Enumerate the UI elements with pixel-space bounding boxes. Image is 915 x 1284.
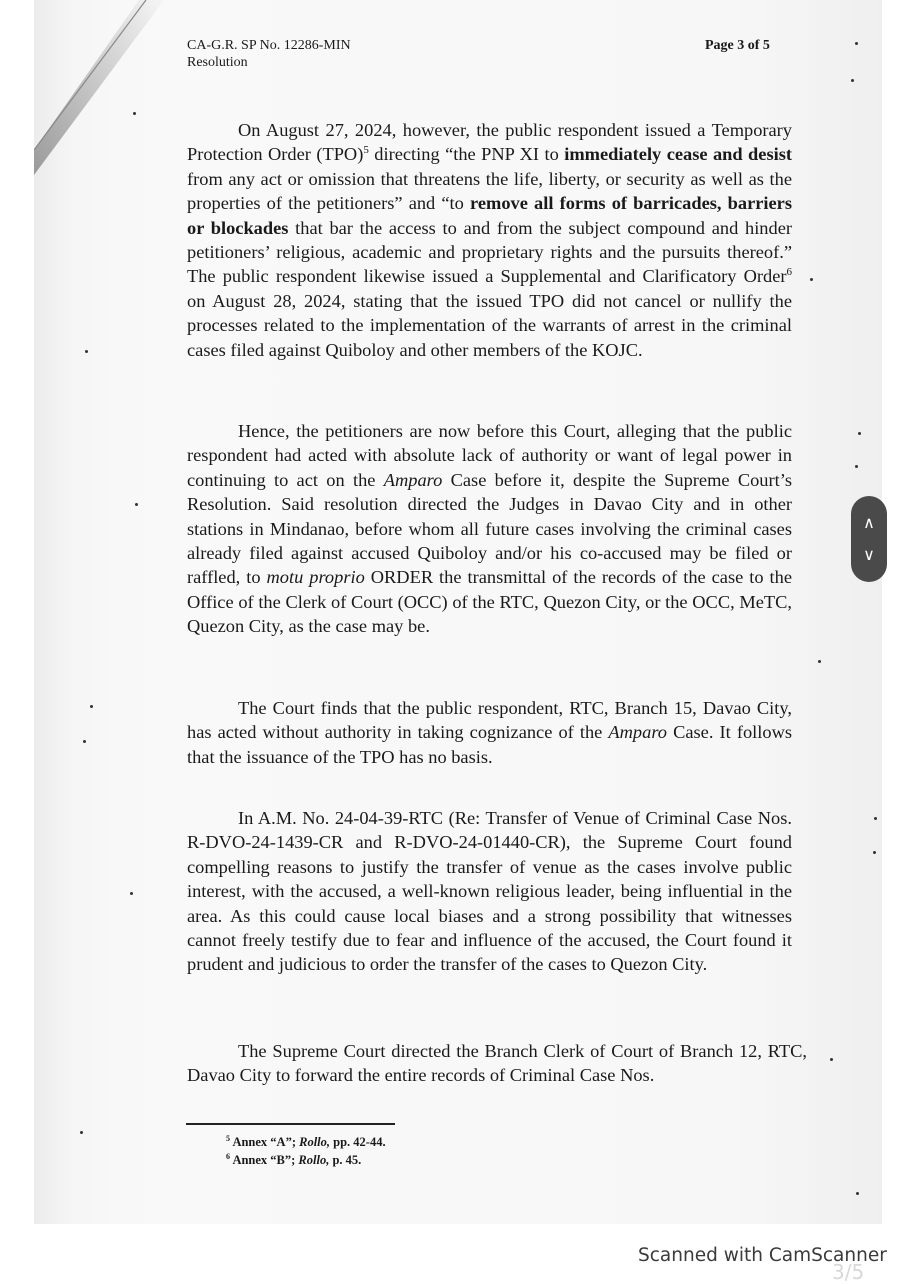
footnotes [226, 1133, 386, 1169]
scan-speck [85, 350, 88, 353]
scan-speck [133, 112, 136, 115]
document-type: Resolution [187, 55, 248, 70]
chevron-up-icon: ∧ [863, 512, 875, 532]
scan-speck [855, 465, 858, 468]
next-page-button[interactable] [851, 536, 887, 572]
footnote-5: $^5$ Annex “A”; Rollo, pp. 42-44. [226, 1133, 386, 1149]
scan-speck [135, 503, 138, 506]
footnote-ref-6[interactable]: 6 [786, 266, 792, 279]
scan-speck [873, 851, 876, 854]
paragraph-4: In A.M. No. 24-04-39-RTC (Re: Transfer of Venue of Criminal Case Nos. R-DVO-24-1439-CR and R-DVO-24-01440-CR), the Supreme Court found compelling reasons to justify the transfer of venue as the cases involve public interest, with the accused, a well-known religious leader, being influential in the area. As this could cause local biases and a strong possibility that witnesses cannot freely testify due to fear and influence of the accused, the Court found it prudent and judicious to order the transfer of the cases to Quezon City. [187, 808, 792, 975]
scan-speck [858, 432, 861, 435]
scan-speck [818, 660, 821, 663]
document-header [187, 37, 351, 71]
previous-page-button[interactable] [851, 504, 887, 540]
scan-speck [80, 1131, 83, 1134]
scan-speck [856, 1192, 859, 1195]
scan-speck [830, 1058, 833, 1061]
page-label: Page 3 of 5 [705, 38, 770, 53]
footnote-divider [186, 1123, 395, 1125]
footnote-6: $^6$ Annex “B”; Rollo, p. 45. [226, 1151, 362, 1167]
scanner-watermark: Scanned with CamScanner [638, 1245, 887, 1266]
paragraph-5: The Supreme Court directed the Branch Clerk of Court of Branch 12, RTC, Davao City to forward the entire records of Criminal Case Nos. [187, 1041, 807, 1086]
page-indicator: 3/5 [832, 1260, 865, 1284]
chevron-down-icon: ∨ [863, 544, 875, 564]
scan-speck [810, 278, 813, 281]
scan-speck [874, 817, 877, 820]
case-number: CA-G.R. SP No. 12286-MIN [187, 38, 351, 53]
paragraph-2: Hence, the petitioners are now before this Court, alleging that the public respondent had acted with absolute lack of authority or want of legal power in continuing to act on the Amparo Case before it, despite the Supreme Court’s Resolution. Said resolution directed the Judges in Davao City and in other stations in Mindanao, before whom all future cases involving the criminal cases already filed against accused Quiboloy and/or his co-accused may be filed or raffled, to motu proprio ORDER the transmittal of the records of the case to the Office of the Clerk of Court (OCC) of the RTC, Quezon City, or the OCC, MeTC, Quezon City, as the case may be. [187, 421, 792, 637]
scan-speck [83, 740, 86, 743]
scan-speck [855, 42, 858, 45]
scan-speck [90, 705, 93, 708]
scan-speck [851, 79, 854, 82]
paragraph-3: The Court finds that the public respondent, RTC, Branch 15, Davao City, has acted without authority in taking cognizance of the Amparo Case. It follows that the issuance of the TPO has no basis. [187, 698, 793, 767]
footnote-ref-5[interactable]: 5 [363, 144, 369, 157]
page-navigation [851, 496, 887, 582]
scan-speck [130, 892, 133, 895]
paragraph-1: On August 27, 2024, however, the public respondent issued a Temporary Protection Order (TPO)$^5$ directing “the PNP XI to immediately cease and desist from any act or omission that threatens the life, liberty, or security as well as the properties of the petitioners” and “to remove all forms of barricades, barriers or blockades that bar the access to and from the subject compound and hinder petitioners’ religious, academic and proprietary rights and the pursuits thereof.” The public respondent likewise issued a Supplemental and Clarificatory Order$^6$ on August 28, 2024, stating that the issued TPO did not cancel or nullify the processes related to the implementation of the warrants of arrest in the criminal cases filed against Quiboloy and other members of the KOJC. [187, 120, 792, 360]
